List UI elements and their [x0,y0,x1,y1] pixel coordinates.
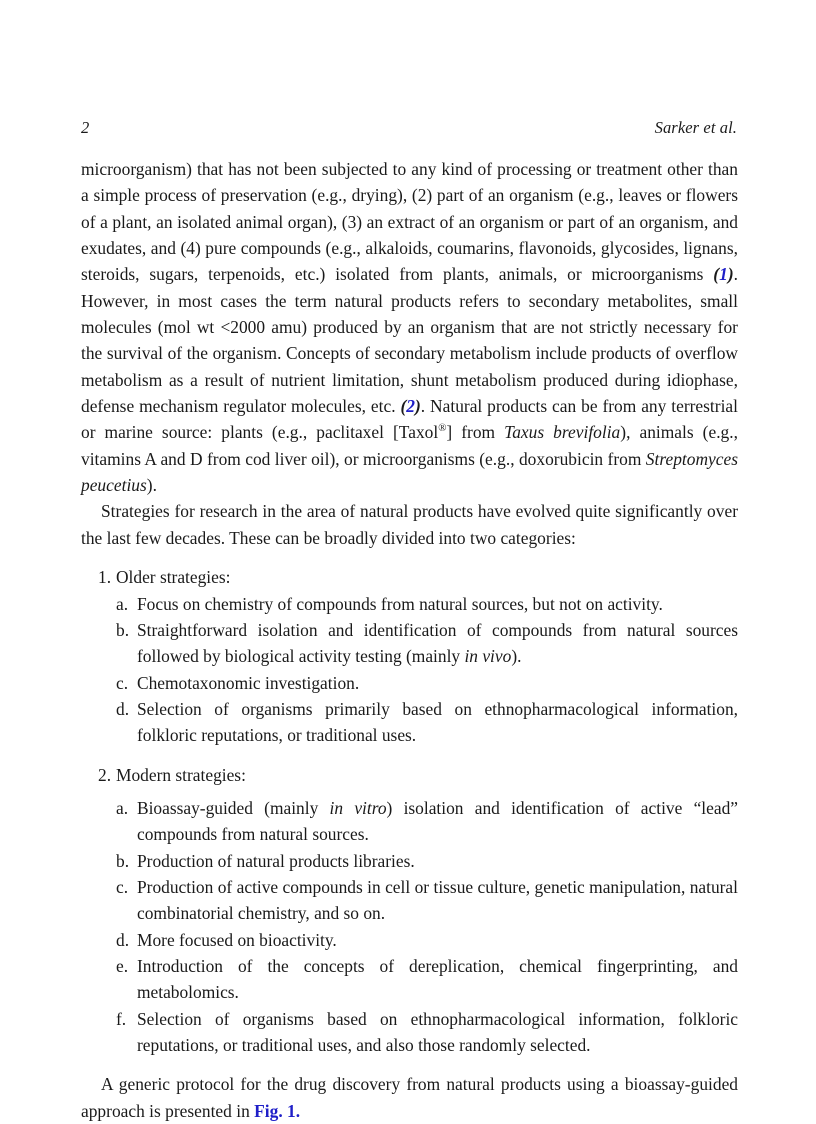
list-marker-older-b: b. [116,619,130,640]
list-heading-older-strategies: Older strategies: [116,567,231,588]
list-item-older-strategies [81,564,738,748]
list-marker-modern-e: e. [116,955,129,976]
list-text-modern-f: Selection of organisms based on ethnopharmacological information, folkloric reputations, or traditional uses, and also those randomly selected. [137,1008,738,1055]
list-item-modern-d [116,927,738,953]
strategies-list-older [81,564,738,748]
paragraph-2: Strategies for research in the area of natural products have evolved quite significantly over the last few decades. These can be broadly divided into two categories: [81,501,738,548]
latin-phrase-in-vitro: in vitro [329,797,387,818]
list-item-modern-e [116,953,738,1006]
latin-phrase-in-vivo: in vivo [464,646,512,667]
list-text-modern-d: More focused on bioactivity. [137,929,337,950]
list-text-older-d: Selection of organisms primarily based on ethnopharmacological information, folkloric reputations, or traditional uses. [137,698,738,746]
citation-2 [400,396,420,416]
page-content [81,156,738,1124]
figure-reference-link[interactable]: Fig. 1. [254,1100,301,1121]
list-item-modern-a [116,795,738,848]
species-name-taxus-brevifolia: Taxus brevifolia [504,422,621,443]
list-text-modern-b: Production of natural products libraries. [137,850,415,871]
list-text-older-c: Chemotaxonomic investigation. [137,672,360,693]
list-item-modern-b [116,848,738,874]
species-name-streptomyces-peucetius: Streptomyces peucetius [81,448,738,496]
list-heading-modern-strategies: Modern strategies: [116,764,246,785]
closing-paragraph [81,1071,738,1124]
paragraph-1 [81,156,738,498]
sublist-older-strategies [116,591,738,749]
closing-paragraph-text: A generic protocol for the drug discovery from natural products using a bioassay-guided approach is presented in [81,1074,738,1121]
list-text-older-b-part-b: ). [511,646,522,667]
list-marker-2: 2. [98,764,112,785]
running-head [81,118,737,138]
list-item-older-a [116,591,738,617]
paragraph-1-segment-b: . However, in most cases the term natural products refers to secondary metabolites, small molecules (mol wt <2000 amu) produced by an organism that are not strictly necessary for the survival of the organism. Concepts of secondary metabolism include products of overflow metabolism as a result of nutrient limitation, shunt metabolism produced during idiophase, defense mechanism regulator molecules, etc. [81,264,738,417]
registered-trademark-symbol: ® [438,422,447,435]
citation-2-close: ) [414,396,421,417]
list-text-older-a: Focus on chemistry of compounds from natural sources, but not on activity. [137,593,663,614]
list-text-modern-a-part-a: Bioassay-guided (mainly [137,797,330,818]
list-text-modern-a-part-b: ) isolation and identification of active “lead” compounds from natural sources. [137,797,738,845]
paragraph-1-segment-c: . Natural products can be from any terrestrial or marine source: plants (e.g., paclitaxel [Taxol [81,396,738,443]
paragraph-1-segment-a: microorganism) that has not been subjected to any kind of processing or treatment other than a simple process of preservation (e.g., drying), (2) part of an organism (e.g., leaves or flowers of a plant, an isolated animal organ), (3) an extract of an organism or part of an organism, and exudates, and (4) pure compounds (e.g., alkaloids, coumarins, flavonoids, glycosides, lignans, steroids, sugars, terpenoids, etc.) isolated from plants, animals, or microorganisms [81,159,738,285]
list-item-older-d [116,696,738,749]
list-text-older-b [137,617,738,670]
list-marker-modern-c: c. [116,876,129,897]
page-number: 2 [81,118,90,137]
citation-1 [713,264,733,284]
citation-1-number: 1 [719,264,728,285]
list-marker-older-d: d. [116,698,130,719]
citation-2-open: ( [400,396,407,417]
list-item-older-c [116,670,738,696]
sublist-modern-strategies [116,795,738,1058]
list-marker-modern-a: a. [116,797,129,818]
list-item-older-b [116,617,738,670]
paragraph-1-segment-e: ), animals (e.g., vitamins A and D from cod liver oil), or microorganisms (e.g., doxorubicin from [81,422,738,469]
paragraph-1-segment-d: ] from [446,422,505,443]
list-marker-modern-f: f. [116,1008,127,1029]
list-marker-older-a: a. [116,593,129,614]
list-text-modern-e: Introduction of the concepts of dereplication, chemical fingerprinting, and metabolomics. [137,955,738,1003]
list-marker-1: 1. [98,567,112,588]
paragraph-1-segment-f: ). [146,475,157,496]
list-item-modern-c [116,874,738,927]
list-marker-modern-b: b. [116,850,130,871]
citation-1-open: ( [713,264,720,285]
list-marker-older-c: c. [116,672,129,693]
running-head-authors: Sarker et al. [654,118,737,137]
list-text-modern-c: Production of active compounds in cell or tissue culture, genetic manipulation, natural combinatorial chemistry, and so on. [137,876,738,924]
list-text-modern-a [137,795,738,848]
list-item-modern-f [116,1006,738,1059]
citation-2-number: 2 [406,396,415,417]
list-text-older-b-part-a: Straightforward isolation and identification of compounds from natural sources followed by biological activity testing (mainly [137,619,738,667]
list-item-modern-strategies [81,762,738,1059]
strategies-list-modern [81,762,738,1059]
citation-1-close: ) [727,264,734,285]
list-marker-modern-d: d. [116,929,130,950]
